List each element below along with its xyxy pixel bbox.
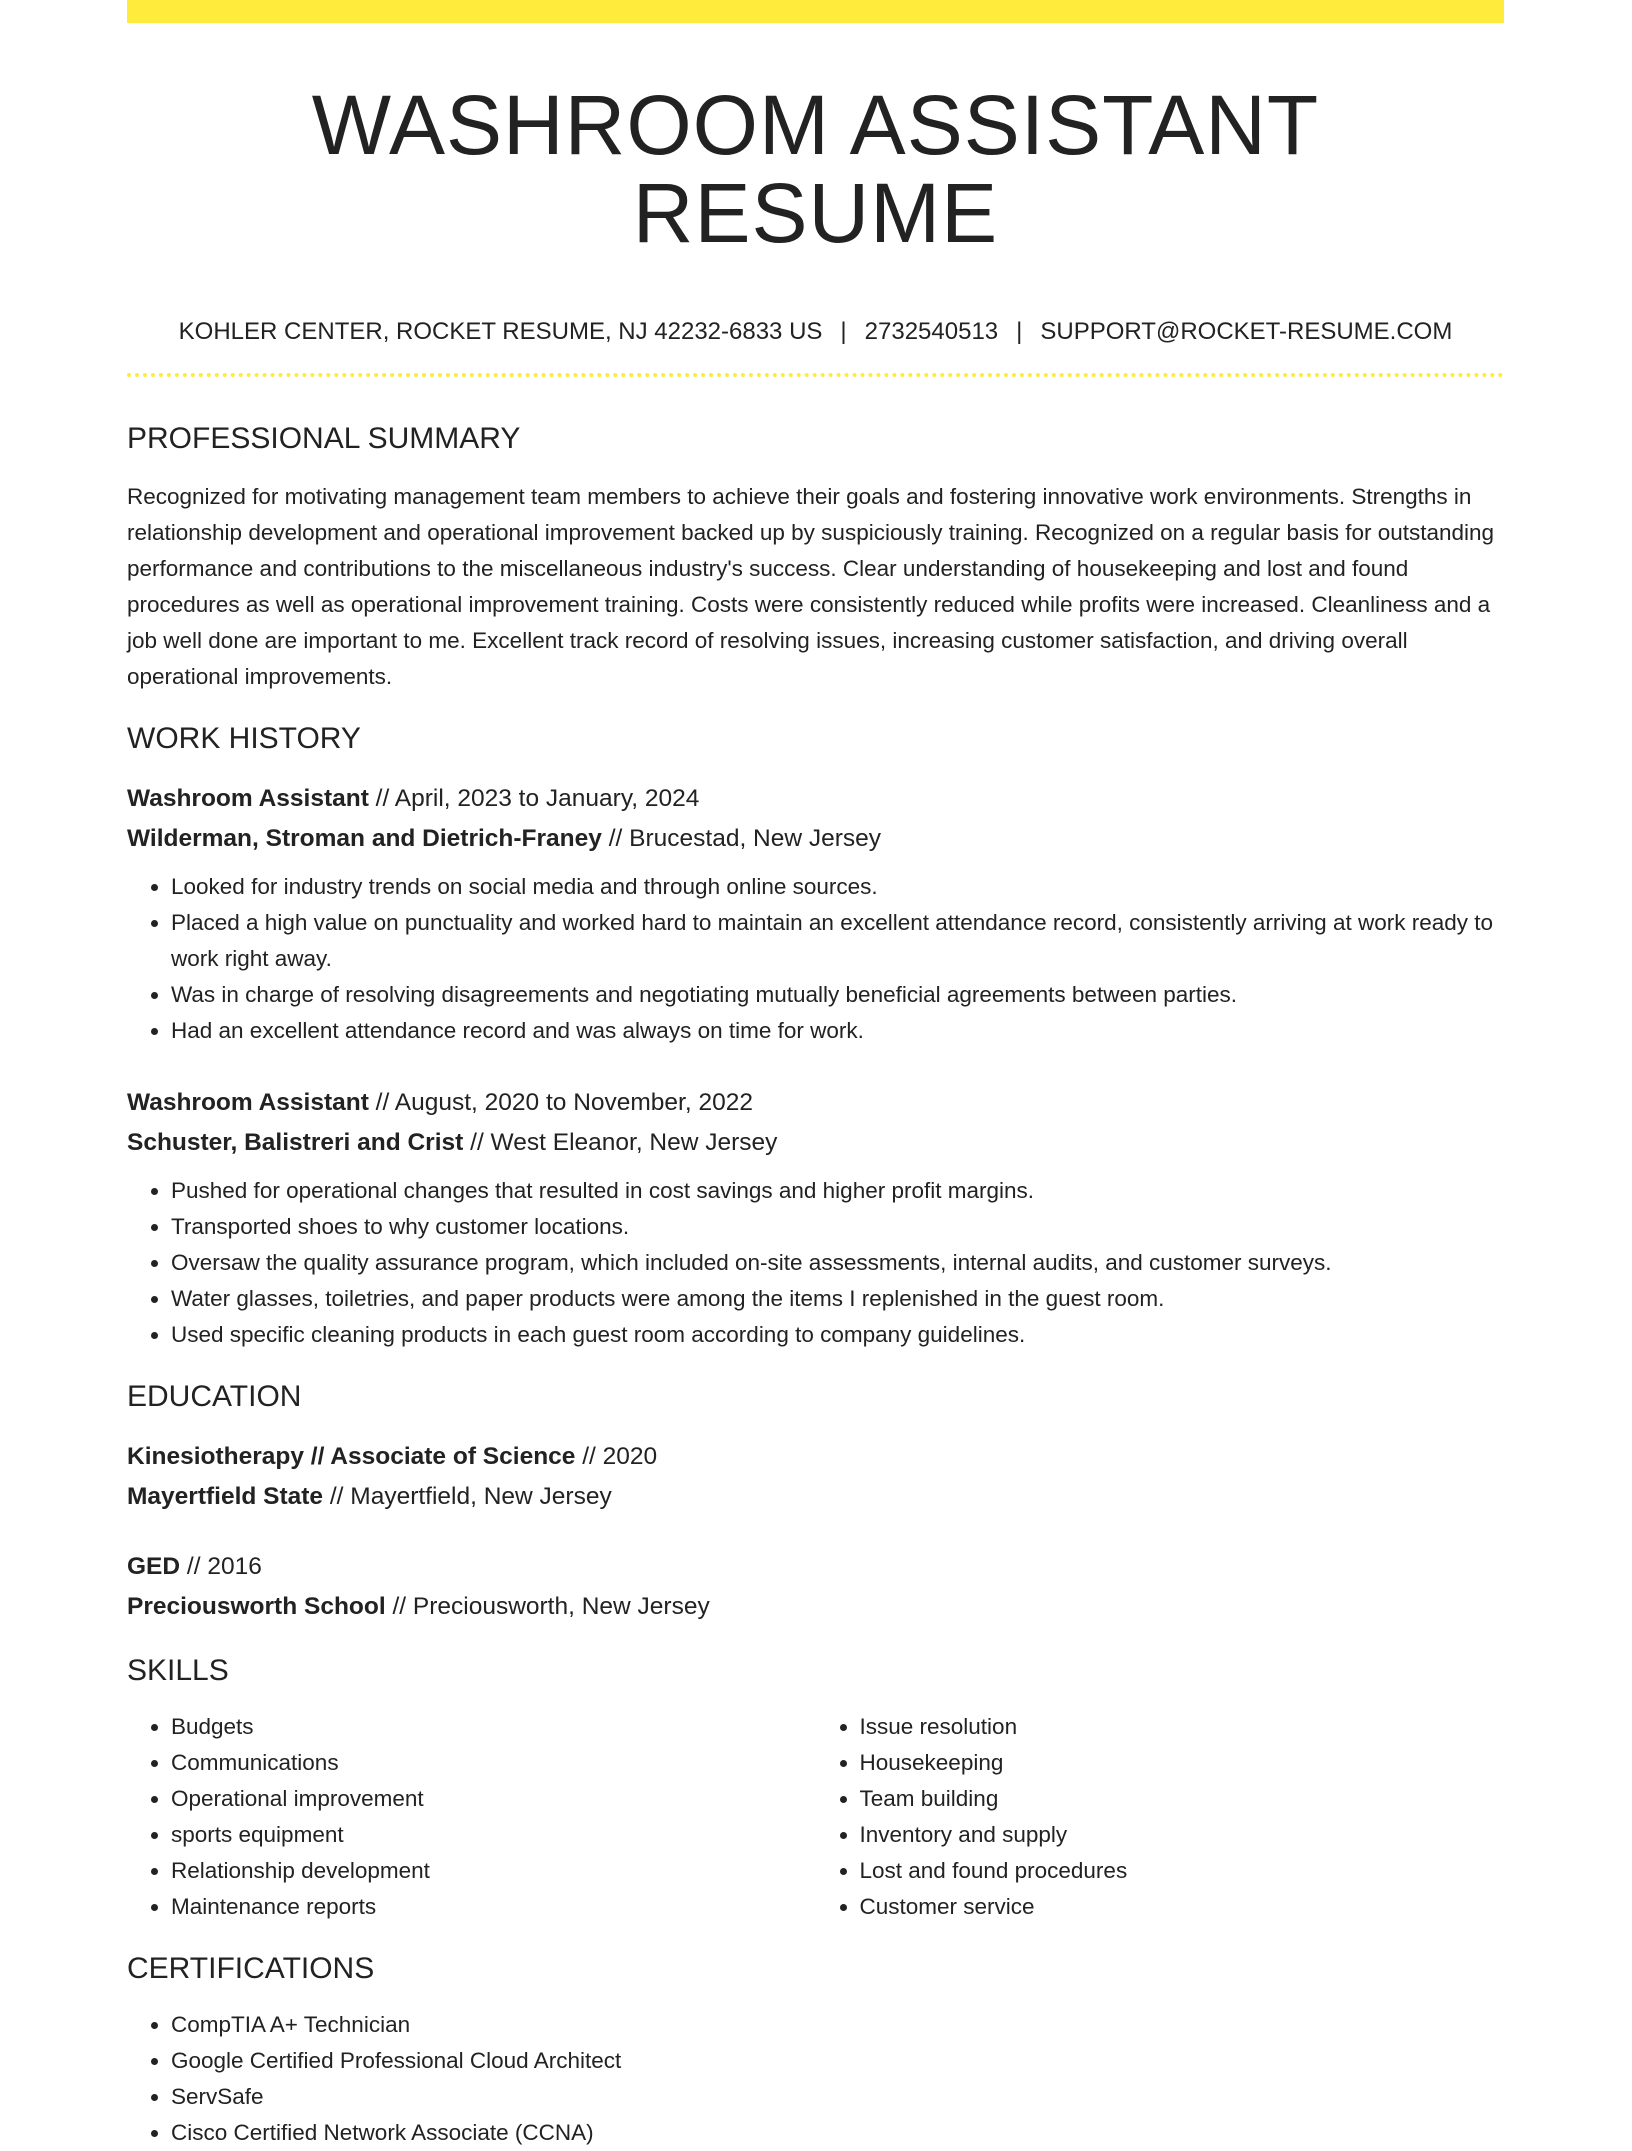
page-title: WASHROOM ASSISTANT RESUME: [311, 78, 1320, 261]
skill-item: • Lost and found procedures: [860, 1853, 1505, 1889]
job-bullet: • Pushed for operational changes that resulted in cost savings and higher profit margins.: [171, 1173, 1504, 1209]
job-bullet: • Oversaw the quality assurance program, which included on-site assessments, internal audits, and customer surveys.: [171, 1245, 1504, 1281]
certifications-heading: CERTIFICATIONS: [127, 1952, 375, 1986]
education-degree-line: [127, 1437, 1504, 1477]
job-dates: // August, 2020 to November, 2022: [368, 1089, 753, 1117]
skill-item: • Relationship development: [171, 1853, 816, 1889]
contact-email: SUPPORT@ROCKET-RESUME.COM: [1040, 318, 1453, 346]
skills-heading: SKILLS: [127, 1654, 229, 1688]
resume-page: [127, 0, 1504, 2151]
skill-item: • sports equipment: [171, 1817, 816, 1853]
job-bullet: • Had an excellent attendance record and was always on time for work.: [171, 1013, 1504, 1049]
job-company-line: [127, 819, 1504, 859]
top-accent-bar: [127, 0, 1504, 23]
education-entry: [127, 1547, 1504, 1627]
skill-item: • Housekeeping: [860, 1745, 1505, 1781]
contact-separator: |: [1016, 318, 1023, 346]
job-entry: [127, 779, 1504, 1049]
skills-list-right: [816, 1709, 1505, 1925]
job-company: Wilderman, Stroman and Dietrich-Franey: [127, 825, 602, 853]
education-degree-line: [127, 1547, 1504, 1587]
skill-item: • Maintenance reports: [171, 1889, 816, 1925]
skill-item: • Inventory and supply: [860, 1817, 1505, 1853]
education-school: Mayertfield State: [127, 1483, 324, 1511]
education-heading: EDUCATION: [127, 1380, 302, 1414]
education-entry: [127, 1437, 1504, 1517]
job-title-line: [127, 779, 1504, 819]
dotted-divider: [127, 373, 1504, 377]
education-location: // Preciousworth, New Jersey: [385, 1593, 710, 1621]
job-bullet: • Looked for industry trends on social media and through online sources.: [171, 869, 1504, 905]
skills-list-left: [127, 1709, 816, 1925]
education-year: // 2020: [575, 1443, 658, 1471]
education-school-line: [127, 1477, 1504, 1517]
education-degree: Kinesiotherapy // Associate of Science: [127, 1443, 576, 1471]
summary-heading: PROFESSIONAL SUMMARY: [127, 422, 521, 456]
certification-item: • Google Certified Professional Cloud Architect: [171, 2043, 1504, 2079]
job-bullet: • Was in charge of resolving disagreements and negotiating mutually beneficial agreements between parties.: [171, 977, 1504, 1013]
skill-item: • Issue resolution: [860, 1709, 1505, 1745]
skill-item: • Communications: [171, 1745, 816, 1781]
job-bullet: • Transported shoes to why customer locations.: [171, 1209, 1504, 1245]
skill-item: • Budgets: [171, 1709, 816, 1745]
job-location: // Brucestad, New Jersey: [601, 825, 882, 853]
skills-columns: [127, 1709, 1504, 1925]
job-bullets: [127, 1173, 1504, 1353]
job-title: Washroom Assistant: [127, 785, 369, 813]
job-bullet: • Placed a high value on punctuality and worked hard to maintain an excellent attendance record, consistently arriving at work ready to work right away.: [171, 905, 1504, 977]
education-year: // 2016: [180, 1553, 262, 1581]
skill-item: • Operational improvement: [171, 1781, 816, 1817]
job-company-line: [127, 1123, 1504, 1163]
job-entry: [127, 1083, 1504, 1353]
certification-item: • Cisco Certified Network Associate (CCNA): [171, 2115, 1504, 2151]
certification-item: • ServSafe: [171, 2079, 1504, 2115]
certification-item: • CompTIA A+ Technician: [171, 2007, 1504, 2043]
contact-address: KOHLER CENTER, ROCKET RESUME, NJ 42232-6833 US: [178, 318, 823, 346]
education-location: // Mayertfield, New Jersey: [323, 1483, 612, 1511]
skill-item: • Customer service: [860, 1889, 1505, 1925]
summary-text: Recognized for motivating management team members to achieve their goals and fostering innovative work environments. Strengths in relationship development and operational improvement backed up by suspiciously training. Recognized on a regular basis for outstanding performance and contributions to the miscellaneous industry's success. Clear understanding of housekeeping and lost and found procedures as well as operational improvement training. Costs were consistently reduced while profits were increased. Cleanliness and a job well done are important to me. Excellent track record of resolving issues, increasing customer satisfaction, and driving overall operational improvements.: [127, 484, 1495, 690]
contact-phone: 2732540513: [864, 318, 999, 346]
contact-line: [127, 317, 1504, 347]
job-bullet: • Used specific cleaning products in each guest room according to company guidelines.: [171, 1317, 1504, 1353]
job-bullet: • Water glasses, toiletries, and paper products were among the items I replenished in the guest room.: [171, 1281, 1504, 1317]
contact-separator: |: [840, 318, 847, 346]
job-dates: // April, 2023 to January, 2024: [368, 785, 700, 813]
skill-item: • Team building: [860, 1781, 1505, 1817]
education-degree: GED: [127, 1553, 181, 1581]
education-school-line: [127, 1587, 1504, 1627]
work-history-heading: WORK HISTORY: [127, 722, 361, 756]
job-title: Washroom Assistant: [127, 1089, 369, 1117]
education-school: Preciousworth School: [127, 1593, 386, 1621]
job-company: Schuster, Balistreri and Crist: [127, 1129, 464, 1157]
job-title-line: [127, 1083, 1504, 1123]
job-location: // West Eleanor, New Jersey: [463, 1129, 778, 1157]
certifications-list: [127, 2007, 1504, 2151]
job-bullets: [127, 869, 1504, 1049]
